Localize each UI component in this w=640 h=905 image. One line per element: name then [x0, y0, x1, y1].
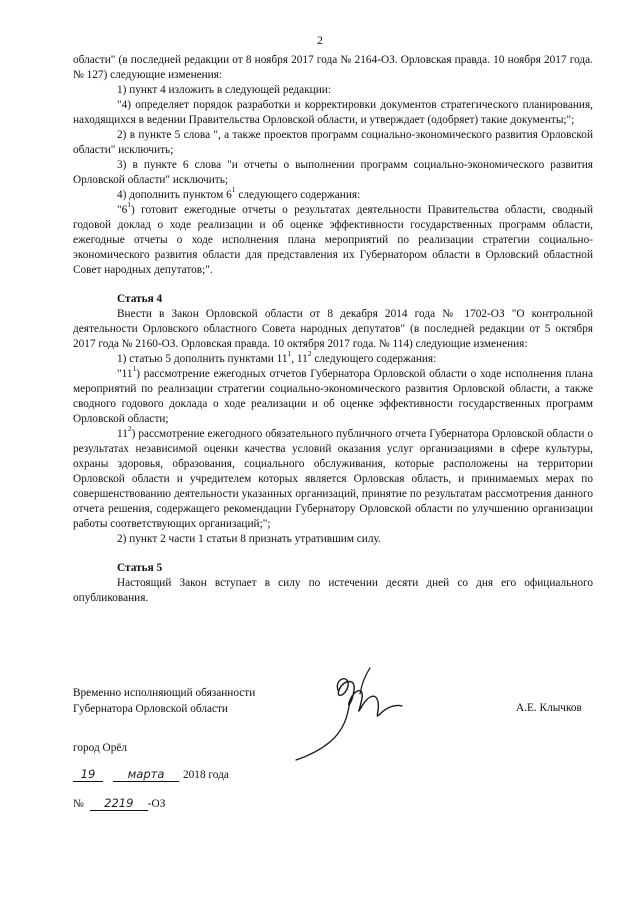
paragraph: "4) определяет порядок разработки и корректировки документов стратегического планирования, находящихся в ведении Правительства Орловской области, и утверждает (одобряет) такие документы;"; [73, 99, 593, 126]
paragraph: "$6^1$) готовит ежегодные отчеты о результатах деятельности Правительства области, сводный годовой доклад о ходе реализации и об оценке эффективности государственных программ области, ежегодные отчеты о ходе исполнения плана мероприятий по реализации стратегии социально-экономического развития области для представления их Губернатором области в Орловский областной Совет народных депутатов;". [73, 200, 593, 276]
date-day: 19 [73, 768, 103, 782]
paragraph: Настоящий Закон вступает в силу по истечении десяти дней со дня его официального опубликования. [73, 577, 593, 604]
law-number-line [73, 797, 165, 812]
signatory-name: А.Е. Клычков [516, 702, 582, 714]
law-number: 2219 [90, 797, 148, 811]
handwritten-signature [290, 660, 430, 765]
paragraph: 2) в пункте 5 слова ", а также проектов программ социально-экономического развития Орловской области" исключить; [73, 129, 593, 156]
date-year: 2018 года [183, 769, 229, 781]
paragraph: 1) статью 5 дополнить пунктами $11^1$, $11^2$ следующего содержания: [117, 349, 437, 365]
number-sign: № [73, 798, 84, 810]
paragraph: 2) пункт 2 части 1 статьи 8 признать утратившим силу. [117, 533, 381, 545]
city: город Орёл [73, 742, 128, 754]
date-line [73, 768, 229, 783]
date-month: марта [113, 768, 179, 782]
paragraph: 1) пункт 4 изложить в следующей редакции: [117, 84, 331, 96]
signatory-position: Временно исполняющий обязанности Губернатора Орловской области [73, 687, 256, 715]
paragraph: области" (в последней редакции от 8 ноября 2017 года № 2164-ОЗ. Орловская правда. 10 ноября 2017 года. № 127) следующие изменения: [73, 54, 593, 81]
article-5-heading: Статья 5 [117, 562, 163, 574]
paragraph: "$11^1$) рассмотрение ежегодных отчетов Губернатора Орловской области о ходе исполнения плана мероприятий по реализации стратегии социально-экономического развития Орловской области, а также сводного годового доклада о ходе реализации и об оценке эффективности государственных программ Орловской области; [73, 364, 593, 425]
paragraph: 3) в пункте 6 слова "и отчеты о выполнении программ социально-экономического развития Орловской области" исключить; [73, 159, 593, 186]
page-number: 2 [317, 35, 323, 47]
article-4-heading: Статья 4 [117, 293, 163, 305]
paragraph: 4) дополнить пунктом $6^1$ следующего содержания: [117, 185, 361, 201]
paragraph: $11^2$) рассмотрение ежегодного обязательного публичного отчета Губернатора Орловской области о результатах независимой оценки качества условий оказания услуг организациями в сфере культуры, охраны здоровья, образования, социального обслуживания, которые расположены на территории Орловской области и учредителем которых является Орловская область, и принимаемых мерах по совершенствованию деятельности указанных организаций, принятие по результатам рассмотрения данного отчета решения, содержащего рекомендации Губернатору Орловской области по улучшению организации работы соответствующих организаций;"; [73, 424, 593, 530]
number-suffix: -ОЗ [147, 798, 166, 810]
document-body [73, 53, 593, 606]
paragraph: Внести в Закон Орловской области от 8 декабря 2014 года № 1702-ОЗ "О контрольной деятельности Орловского областного Совета народных депутатов" (в последней редакции от 5 октября 2017 года № 2160-ОЗ. Орловская правда. 10 октября 2017 года. № 114) следующие изменения: [73, 308, 593, 350]
